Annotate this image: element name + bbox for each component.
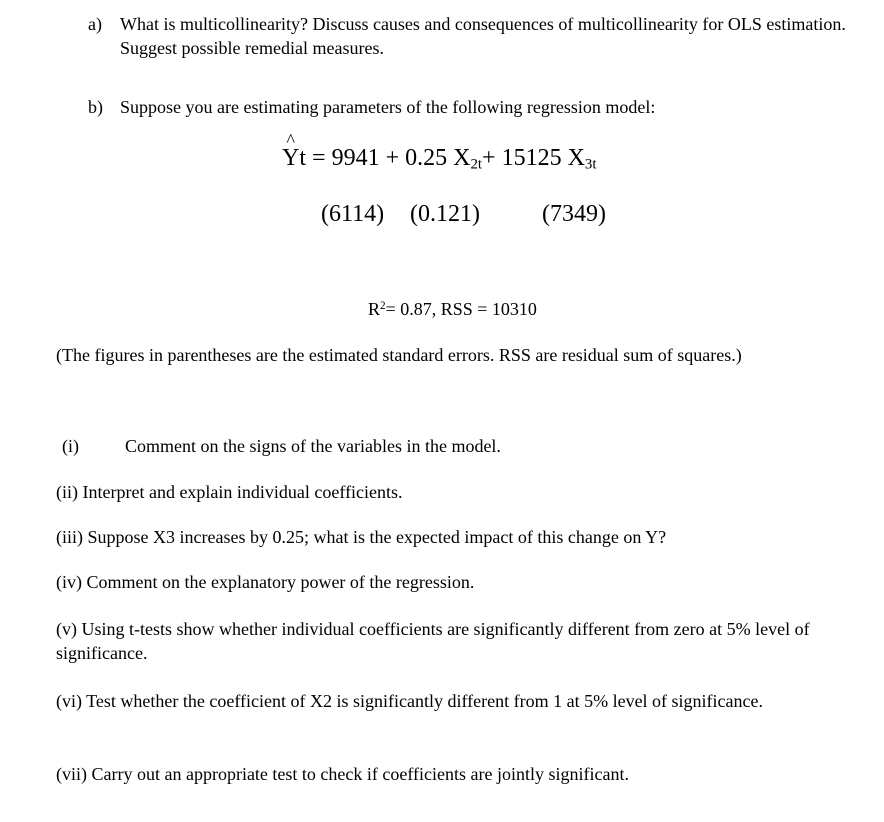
intercept-value: 9941 (331, 145, 380, 171)
y-hat: Y ^ (282, 130, 300, 171)
question-i: Comment on the signs of the variables in the model. (125, 436, 501, 456)
part-a-text: What is multicollinearity? Discuss causes and consequences of multicollinearity for OLS estimation. Suggest possible remedial measures. (120, 14, 846, 58)
coef-x2-value: 0.25 (405, 145, 448, 171)
part-a-marker: a) (88, 14, 102, 34)
standard-error-note: (The figures in parentheses are the estimated standard errors. RSS are residual sum of squares.) (56, 345, 742, 365)
regression-equation: Y ^ t = 9941 + 0.25 $X_{2t}+ 15125$ $X_{3t}$ (282, 130, 597, 173)
question-iii: (iii) Suppose X3 increases by 0.25; what is the expected impact of this change on Y? (56, 527, 667, 547)
fit-statistics: $R^2= 0.87$, RSS = 10310 (368, 299, 537, 319)
question-ii: (ii) Interpret and explain individual coefficients. (56, 482, 403, 502)
question-i-marker: (i) (62, 436, 79, 456)
question-v: (v) Using t-tests show whether individual coefficients are significantly different from zero at 5% level of significance. (56, 619, 810, 663)
se-coef-x2: (0.121) (410, 201, 480, 227)
question-iv: (iv) Comment on the explanatory power of the regression. (56, 572, 475, 592)
part-b-marker: b) (88, 97, 103, 117)
se-coef-x3: (7349) (542, 201, 606, 227)
question-vi: (vi) Test whether the coefficient of X2 is significantly different from 1 at 5% level of significance. (56, 691, 764, 711)
coef-x3-value: 15125 (501, 145, 562, 171)
se-intercept: (6114) (321, 201, 385, 227)
question-vii: (vii) Carry out an appropriate test to check if coefficients are jointly significant. (56, 764, 629, 784)
part-b-text: Suppose you are estimating parameters of the following regression model: (120, 97, 656, 117)
